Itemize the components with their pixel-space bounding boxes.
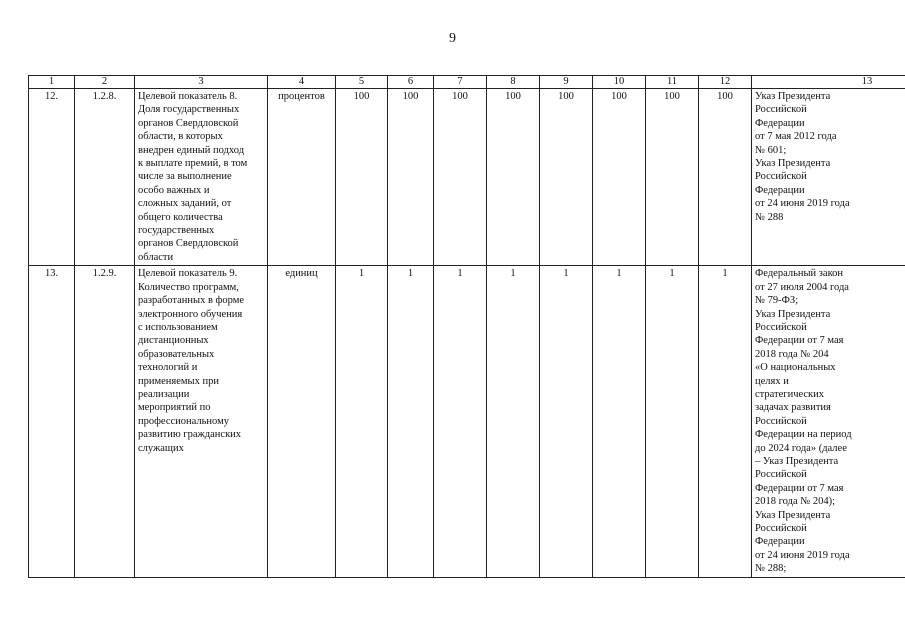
column-header: 6	[388, 76, 434, 89]
indicator-text-line: мероприятий по	[138, 402, 211, 414]
source-text-line: № 79-ФЗ;	[755, 295, 799, 307]
column-header: 12	[699, 76, 752, 89]
column-header: 8	[487, 76, 540, 89]
indicator-text-line: образовательных	[138, 348, 215, 360]
indicator-text-line: органов Свердловской	[138, 238, 239, 250]
indicator-text-line: особо важных и	[138, 184, 210, 196]
indicator-text-line: Целевой показатель 8.	[138, 91, 238, 102]
indicator-text-line: разработанных в форме	[138, 295, 244, 307]
row-number: 13.	[29, 266, 75, 577]
source-text-line: до 2024 года» (далее	[755, 442, 847, 454]
column-header: 1	[29, 76, 75, 89]
value-cell: 1	[388, 266, 434, 577]
indicator-text-line: к выплате премий, в том	[138, 158, 248, 170]
page-number: 9	[449, 31, 456, 46]
column-header: 2	[75, 76, 135, 89]
indicator-text-line: служащих	[138, 442, 184, 454]
indicator-text-line: сложных заданий, от	[138, 198, 232, 210]
unit-cell: единиц	[268, 266, 336, 577]
source-text-line: задачах развития	[755, 402, 831, 414]
source-text-line: № 601;	[755, 144, 787, 156]
source-text-line: Федерации от 7 мая	[755, 482, 844, 494]
source-text-line: Указ Президента	[755, 91, 831, 102]
value-cell: 100	[540, 89, 593, 266]
source-text-line: Указ Президента	[755, 308, 831, 320]
indicator-text-line: области, в которых	[138, 131, 223, 143]
column-header: 13	[752, 76, 905, 89]
row-code: 1.2.9.	[75, 266, 135, 577]
source-text-line: Федерации от 7 мая	[755, 335, 844, 347]
source-text-line: стратегических	[755, 388, 825, 400]
value-cell: 1	[699, 266, 752, 577]
source-text-line: от 7 мая 2012 года	[755, 131, 837, 143]
source-text-line: Российской	[755, 523, 807, 534]
value-cell: 100	[593, 89, 646, 266]
indicator-text-line: Количество программ,	[138, 281, 239, 293]
value-cell: 1	[646, 266, 699, 577]
source-text-line: 2018 года № 204	[755, 348, 829, 360]
source-text-line: № 288;	[755, 563, 787, 575]
value-cell: 100	[434, 89, 487, 266]
source-text-line: Российской	[755, 415, 807, 427]
indicators-table	[28, 75, 905, 578]
indicator-text-line: Доля государственных	[138, 104, 240, 116]
value-cell: 100	[388, 89, 434, 266]
source-text-line: Федерации на период	[755, 429, 852, 441]
table-row	[29, 266, 905, 577]
source-text-line: от 27 июля 2004 года	[755, 281, 849, 293]
value-cell: 1	[434, 266, 487, 577]
indicator-text-line: технологий и	[138, 362, 198, 374]
header-row	[29, 76, 905, 89]
value-cell: 100	[699, 89, 752, 266]
indicator-text-line: профессиональному	[138, 415, 229, 427]
source-text-line: Федерации	[755, 184, 805, 196]
column-header: 11	[646, 76, 699, 89]
source-text-line: от 24 июня 2019 года	[755, 198, 850, 210]
source-text-line: Федерации	[755, 536, 805, 548]
source-text-line: целях и	[755, 375, 789, 387]
source-text-line: Российской	[755, 171, 807, 183]
column-header: 4	[268, 76, 336, 89]
source-text-line: Федеральный закон	[755, 268, 844, 280]
source-text-line: 2018 года № 204);	[755, 496, 836, 508]
value-cell: 1	[487, 266, 540, 577]
column-header: 7	[434, 76, 487, 89]
value-cell: 1	[336, 266, 388, 577]
source-text-line: Российской	[755, 321, 807, 333]
indicator-text-line: применяемых при	[138, 375, 219, 387]
source-text-line: Российской	[755, 104, 807, 116]
indicator-text	[135, 89, 268, 266]
column-header: 5	[336, 76, 388, 89]
indicator-text-line: электронного обучения	[138, 308, 243, 320]
table-row	[29, 89, 905, 266]
value-cell: 100	[646, 89, 699, 266]
indicator-text-line: числе за выполнение	[138, 171, 232, 183]
column-header: 9	[540, 76, 593, 89]
source-text-line: Российской	[755, 469, 807, 481]
column-header: 10	[593, 76, 646, 89]
source-text-line: «О национальных	[755, 362, 836, 374]
source-text-line: Указ Президента	[755, 509, 831, 521]
indicator-text-line: области	[138, 251, 174, 263]
row-code: 1.2.8.	[75, 89, 135, 266]
source-text-line: – Указ Президента	[755, 455, 839, 467]
source-text-line: № 288	[755, 211, 784, 223]
source-text	[752, 89, 905, 266]
value-cell: 100	[487, 89, 540, 266]
indicator-text-line: органов Свердловской	[138, 117, 239, 129]
source-text	[752, 266, 905, 577]
indicator-text-line: Целевой показатель 9.	[138, 268, 238, 280]
indicator-text	[135, 266, 268, 577]
indicator-text-line: общего количества	[138, 211, 223, 223]
source-text-line: Указ Президента	[755, 158, 831, 170]
value-cell: 1	[540, 266, 593, 577]
indicator-text-line: реализации	[138, 388, 190, 400]
column-header: 3	[135, 76, 268, 89]
indicator-text-line: развитию гражданских	[138, 429, 242, 441]
value-cell: 100	[336, 89, 388, 266]
indicator-text-line: дистанционных	[138, 335, 209, 347]
indicator-text-line: с использованием	[138, 321, 218, 333]
source-text-line: от 24 июня 2019 года	[755, 549, 850, 561]
indicator-text-line: внедрен единый подход	[138, 144, 245, 156]
unit-cell: процентов	[268, 89, 336, 266]
indicator-text-line: государственных	[138, 225, 215, 237]
row-number: 12.	[29, 89, 75, 266]
value-cell: 1	[593, 266, 646, 577]
source-text-line: Федерации	[755, 117, 805, 129]
